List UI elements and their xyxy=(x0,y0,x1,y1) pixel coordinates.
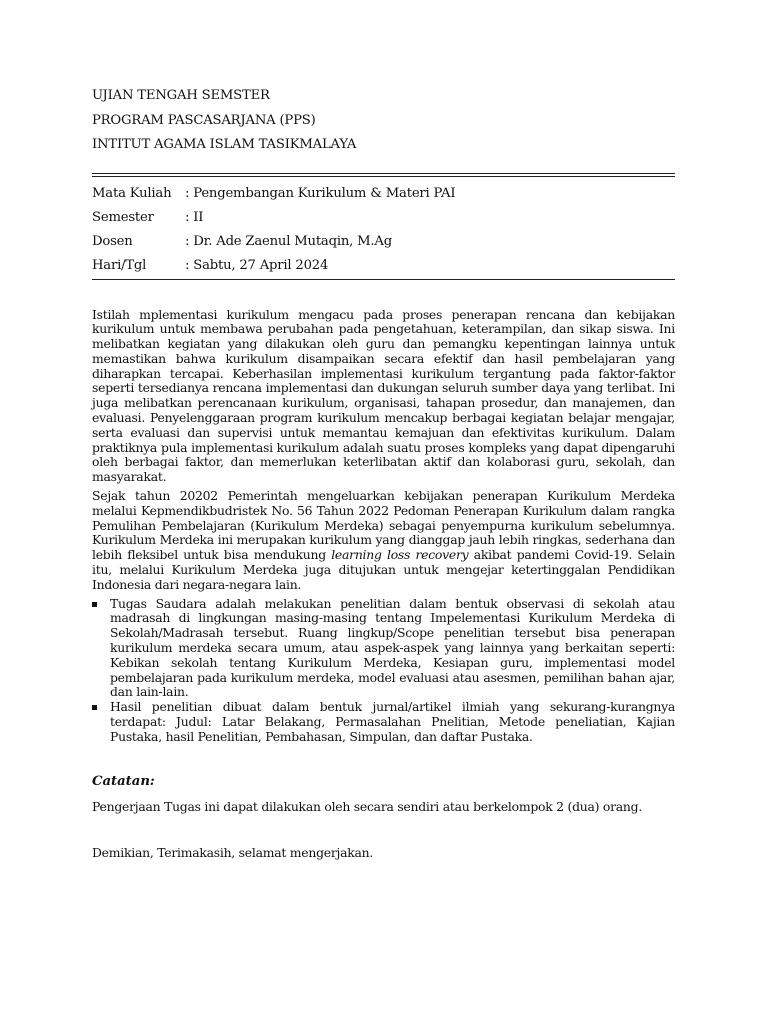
header-divider xyxy=(92,173,675,177)
list-item xyxy=(92,700,675,744)
document-header xyxy=(92,84,675,158)
task-output-requirements: Hasil penelitian dibuat dalam bentuk jurnal/artikel ilmiah yang sekurang-kurangnya terdapat: Judul: Latar Belakang, Permasalahan Pnelitian, Metode peneliatian, Kajian Pustaka, hasil Penelitian, Pembahasan, Simpulan, dan daftar Pustaka. xyxy=(110,699,675,744)
info-row-lecturer xyxy=(92,230,675,254)
info-row-date xyxy=(92,254,675,278)
square-bullet-icon xyxy=(92,602,97,607)
info-label: Dosen xyxy=(92,234,133,249)
info-value: : Pengembangan Kurikulum & Materi PAI xyxy=(185,186,456,201)
italic-term: learning loss recovery xyxy=(331,547,469,563)
institution-name: INTITUT AGAMA ISLAM TASIKMALAYA xyxy=(92,137,357,152)
info-value: : Dr. Ade Zaenul Mutaqin, M.Ag xyxy=(185,234,392,249)
paragraph-text: akibat pandemi Covid-19. Selain itu, melalui Kurikulum Merdeka juga ditujukan untuk mengejar ketertinggalan Pendidikan Indonesia dari negara-negara lain. xyxy=(92,547,676,592)
task-list xyxy=(92,597,675,745)
info-value: : Sabtu, 27 April 2024 xyxy=(185,258,329,273)
task-description: Tugas Saudara adalah melakukan penelitian dalam bentuk observasi di sekolah atau madrasah di lingkungan masing-masing tentang Impelementasi Kurikulum Merdeka di Sekolah/Madrasah tersebut. Ruang lingkup/Scope penelitian tersebut bisa penerapan kurikulum merdeka secara umum, atau aspek-aspek yang lainnya yang berkaitan seperti: Kebikan sekolah tentang Kurikulum Merdeka, Kesiapan guru, implementasi model pembelajaran pada kurikulum merdeka, model evaluasi atau asesmen, pemilihan bahan ajar, dan lain-lain. xyxy=(110,595,675,700)
info-label: Hari/Tgl xyxy=(92,258,147,273)
info-value: : II xyxy=(185,210,204,225)
paragraph-kurikulum-merdeka xyxy=(92,489,675,593)
note-text: Pengerjaan Tugas ini dapat dilakukan oleh secara sendiri atau berkelompok 2 (dua) orang. xyxy=(92,798,643,814)
info-row-course xyxy=(92,182,675,206)
closing-remark: Demikian, Terimakasih, selamat mengerjakan. xyxy=(92,844,374,860)
info-row-semester xyxy=(92,206,675,230)
square-bullet-icon xyxy=(92,705,97,710)
paragraph-implementation: Istilah mplementasi kurikulum mengacu pada proses penerapan rencana dan kebijakan kurikulum untuk membawa perubahan pada pengetahuan, keterampilan, dan sikap siswa. Ini melibatkan kegiatan yang dilakukan oleh guru dan pemangku kepentingan lainnya untuk memastikan bahwa kurikulum disampaikan secara efektif dan hasil pembelajaran yang diharapkan tercapai. Keberhasilan implementasi kurikulum tergantung pada faktor-faktor seperti tersedianya rencana implementasi dan dukungan seluruh sumber daya yang terlibat. Ini juga melibatkan perencanaan kurikulum, organisasi, tahapan prosedur, dan manajemen, dan evaluasi. Penyelenggaraan program kurikulum mencakup berbagai kegiatan belajar mengajar, serta evaluasi dan supervisi untuk memantau kemajuan dan efektivitas kurikulum. Dalam praktiknya pula implementasi kurikulum adalah suatu proses kompleks yang dapat dipengaruhi oleh berbagai faktor, dan memerlukan keterlibatan aktif dan kolaborasi guru, sekolah, dan masyarakat. xyxy=(92,306,675,485)
exam-info-table xyxy=(92,182,675,278)
info-divider xyxy=(92,279,675,280)
program-name: PROGRAM PASCASARJANA (PPS) xyxy=(92,112,316,128)
paragraph-text: Sejak tahun 20202 Pemerintah mengeluarkan kebijakan penerapan Kurikulum Merdeka melalui Kepmendikbudristek No. 56 Tahun 2022 Pedoman Penerapan Kurikulum dalam rangka Pemulihan Pembelajaran (Kurikulum Merdeka) sebagai penyempurna kurikulum sebelumnya. Kurikulum Merdeka ini merupakan kurikulum yang dianggap jauh lebih ringkas, sederhana dan lebih fleksibel untuk bisa mendukung xyxy=(92,488,675,563)
note-heading: Catatan: xyxy=(92,773,155,789)
exam-title: UJIAN TENGAH SEMSTER xyxy=(92,88,270,103)
exam-document xyxy=(92,84,675,861)
document-body xyxy=(92,308,675,745)
list-item xyxy=(92,597,675,701)
info-label: Semester xyxy=(92,210,154,225)
info-label: Mata Kuliah xyxy=(92,186,172,201)
